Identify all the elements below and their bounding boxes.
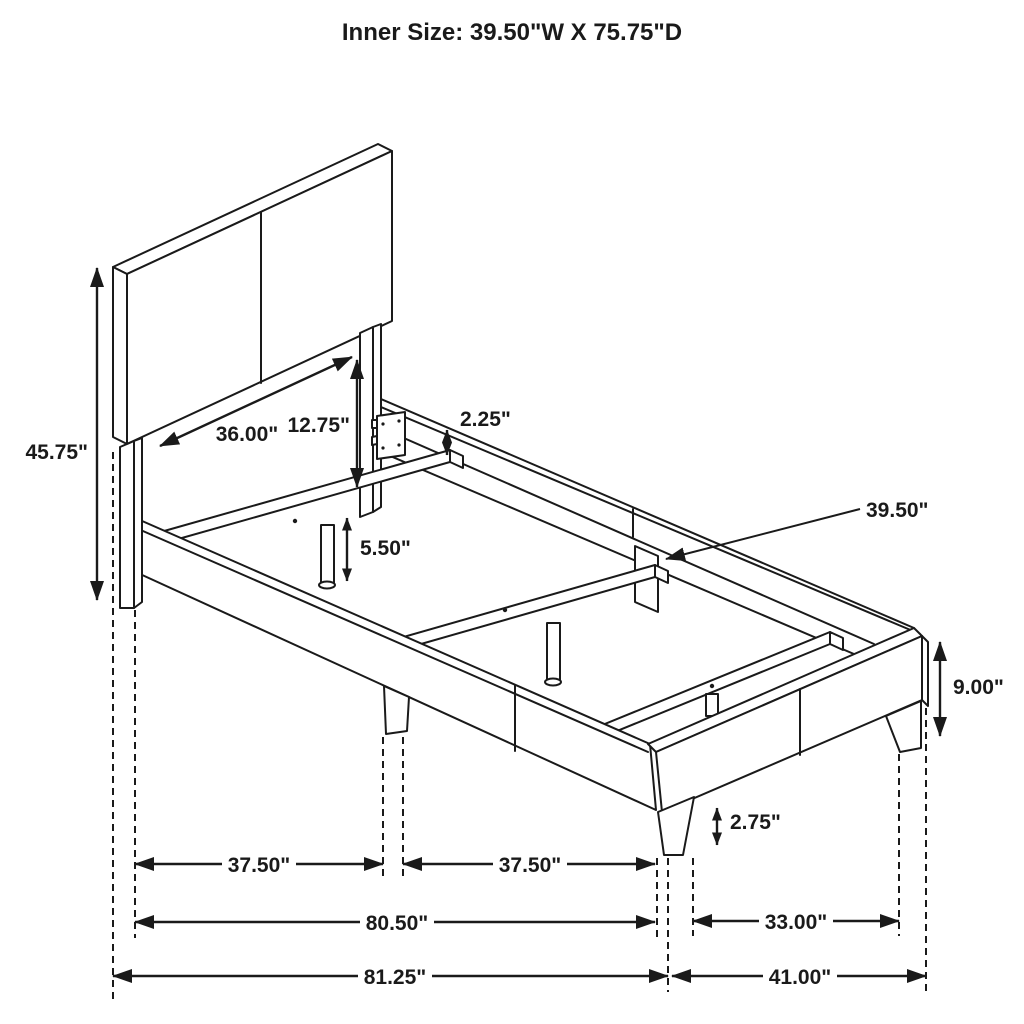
dim-panel-gap-label: 12.75" — [287, 414, 350, 437]
dim-side-height — [940, 642, 1004, 736]
near-side-rail — [133, 517, 656, 810]
screw-dot — [293, 519, 297, 523]
slat-center-foot — [545, 679, 561, 686]
dim-overall-length-label: 81.25" — [363, 966, 427, 989]
dim-rail-length — [135, 909, 655, 935]
slat-center-leg — [547, 623, 560, 680]
headboard — [113, 144, 392, 444]
dim-headboard-width-label: 36.00" — [215, 423, 279, 446]
screw-dot — [710, 684, 714, 688]
dim-foot-leg-label: 2.75" — [730, 811, 781, 834]
dim-foot-span-label: 33.00" — [764, 911, 828, 934]
dim-foot-leg — [717, 808, 781, 845]
headboard-bracket — [372, 412, 405, 459]
dim-head-half-label: 37.50" — [227, 854, 291, 877]
dim-inner-width — [666, 499, 929, 559]
slat-foot-leg — [706, 694, 718, 716]
dim-slat-leg-label: 5.50" — [360, 537, 411, 560]
dim-foot-span — [693, 908, 899, 934]
headboard-left-leg — [120, 438, 142, 608]
dim-foot-half — [403, 851, 655, 877]
footboard-right-edge — [922, 636, 928, 706]
dim-panel-gap — [287, 360, 357, 487]
headboard-left-edge — [113, 267, 127, 444]
dim-overall-width-label: 41.00" — [768, 966, 832, 989]
diagram-title: Inner Size: 39.50"W X 75.75"D — [341, 19, 683, 46]
dim-rail-length-label: 80.50" — [365, 912, 429, 935]
dim-slat-leg — [347, 518, 411, 581]
dim-side-height-label: 9.00" — [953, 676, 1004, 699]
screw-dot — [503, 608, 507, 612]
dim-head-half — [135, 851, 383, 877]
dim-overall-length — [113, 963, 668, 989]
dim-inner-width-label: 39.50" — [866, 499, 929, 522]
dim-headboard-height — [25, 268, 97, 600]
dim-overall-width — [672, 963, 926, 989]
dim-rail-ledge-label: 2.25" — [460, 408, 511, 431]
dim-foot-half-label: 37.50" — [498, 854, 562, 877]
bed-frame-drawing — [113, 144, 928, 855]
slat-head-foot — [319, 582, 335, 589]
dim-headboard-height-label: 45.75" — [25, 441, 88, 464]
slat-head-leg — [321, 525, 334, 583]
